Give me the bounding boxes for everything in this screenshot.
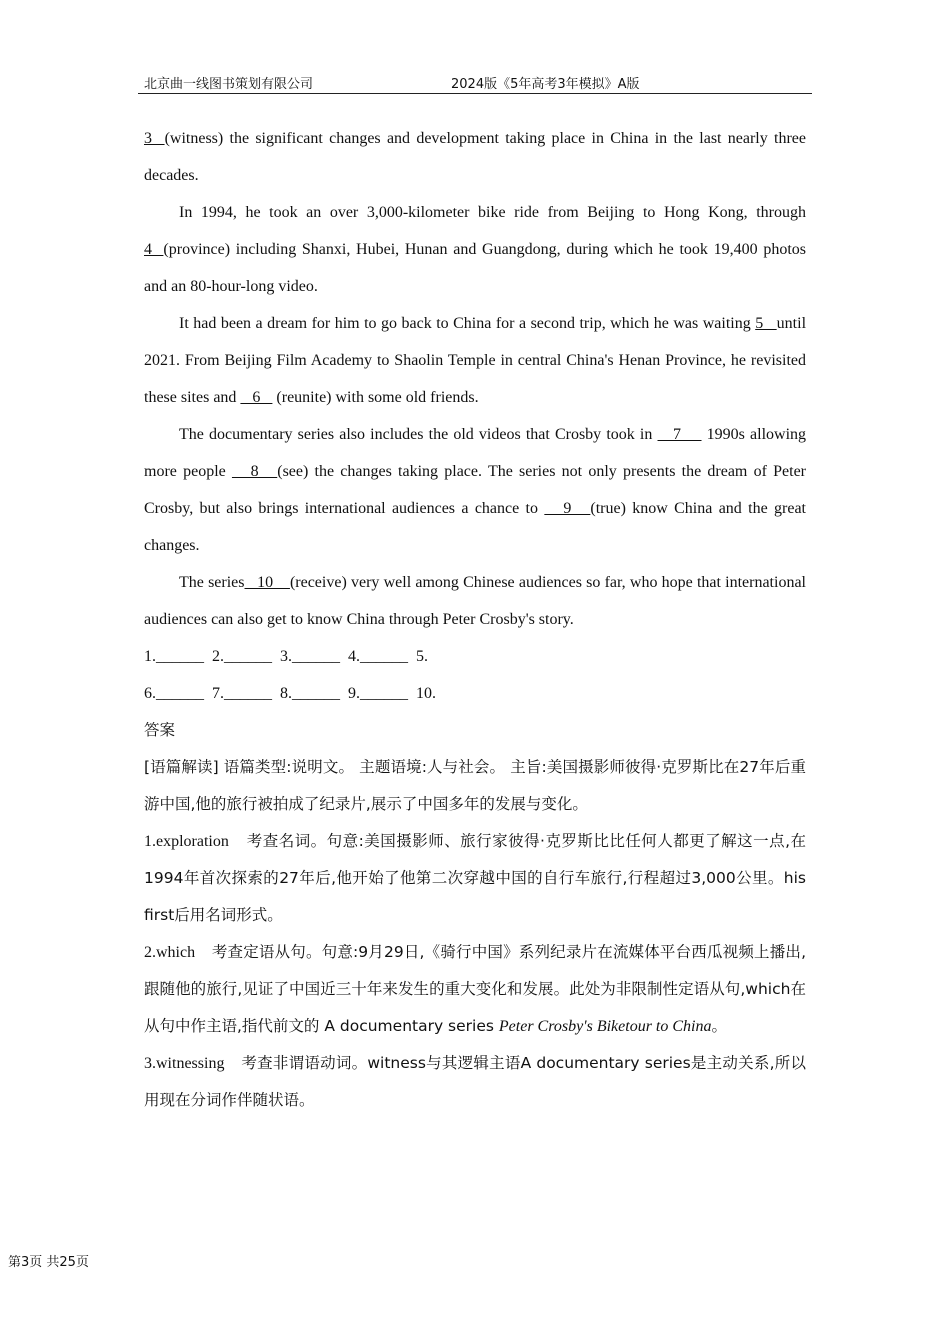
answer-explanation: 考查定语从句。句意:9月29日,《骑行中国》系列纪录片在流媒体平台西瓜视频上播出,跟随他的旅行,见证了中国近三十年来发生的重大变化和发展。此处为非限制性定语从句,which在从句中作主语,指代前文的 A documentary series [144, 943, 807, 1035]
page-header [138, 72, 812, 94]
paragraph-text: It had been a dream for him to go back to China for a second trip, which he was waiting [179, 315, 756, 332]
answer-heading: 答案 [144, 721, 176, 739]
paragraph-3 [144, 305, 806, 416]
page-content [144, 120, 806, 1119]
blank-4: 4 [144, 241, 164, 258]
paragraph-text: (receive) very well among Chinese audiences so far, who hope that international audiences can also get to know China through Peter Crosby's story. [144, 574, 806, 628]
answer-explanation: 考查名词。句意:美国摄影师、旅行家彼得·克罗斯比比任何人都更了解这一点,在1994年首次探索的27年后,他开始了他第二次穿越中国的自行车旅行,行程超过3,000公里。his first后用名词形式。 [144, 832, 806, 924]
documentary-title: Peter Crosby's Biketour to China [498, 1018, 712, 1035]
paragraph-2 [144, 194, 806, 305]
blank-3: 3 [144, 130, 165, 147]
answer-key: 3.witnessing [144, 1055, 225, 1072]
paragraph-text: (reunite) with some old friends. [272, 389, 479, 406]
paragraph-text: until 2021. From Beijing Film Academy to Shaolin Temple in central China's Henan Province, he revisited these sites and [144, 315, 807, 406]
blank-5: 5 [755, 315, 777, 332]
paragraph-text: (witness) the significant changes and development taking place in China in the last nearly three decades. [144, 130, 807, 184]
answer-3 [144, 1045, 806, 1119]
publisher-name: 北京曲一线图书策划有限公司 [144, 77, 314, 92]
blank-10: 10 [244, 574, 290, 591]
blank-9: 9 [544, 500, 591, 517]
answer-key: 2.which [144, 944, 196, 961]
paragraph-text: The documentary series also includes the old videos that Crosby took in [179, 426, 658, 443]
answer-explanation: 考查非谓语动词。witness与其逻辑主语A documentary series是主动关系,所以用现在分词作伴随状语。 [144, 1054, 807, 1109]
paragraph-text: 1990s allowing more people [144, 426, 807, 480]
paragraph-text: (province) including Shanxi, Hubei, Hunan and Guangdong, during which he took 19,400 photos and an 80-hour-long video. [144, 241, 807, 295]
answer-lines-row-2: 6.______ 7.______ 8.______ 9.______ 10. [144, 685, 436, 702]
paragraph-text: (true) know China and the great changes. [144, 500, 806, 554]
answer-key: 1.exploration [144, 833, 229, 850]
book-title: 2024版《5年高考3年模拟》A版 [451, 77, 640, 92]
paragraph-text: (see) the changes taking place. The series not only presents the dream of Peter Crosby, but also brings international audiences a chance to [144, 463, 807, 517]
blank-7: 7 [657, 426, 702, 443]
paragraph-1 [144, 120, 806, 194]
answer-1 [144, 823, 806, 934]
page-number: 第3页 共25页 [8, 1255, 89, 1270]
answer-lines-row-1: 1.______ 2.______ 3.______ 4.______ 5. [144, 648, 428, 665]
blank-8: 8 [231, 463, 278, 480]
answer-explanation-end: 。 [711, 1017, 727, 1035]
blank-6: 6 [240, 389, 273, 406]
paragraph-text: The series [179, 574, 245, 591]
paragraph-5 [144, 564, 806, 638]
paragraph-4 [144, 416, 806, 564]
interpretation: [语篇解读] 语篇类型:说明文。 主题语境:人与社会。 主旨:美国摄影师彼得·克罗斯比在27年后重游中国,他的旅行被拍成了纪录片,展示了中国多年的发展与变化。 [144, 758, 806, 813]
paragraph-text: In 1994, he took an over 3,000-kilometer bike ride from Beijing to Hong Kong, through [179, 204, 806, 221]
answer-2 [144, 934, 806, 1045]
